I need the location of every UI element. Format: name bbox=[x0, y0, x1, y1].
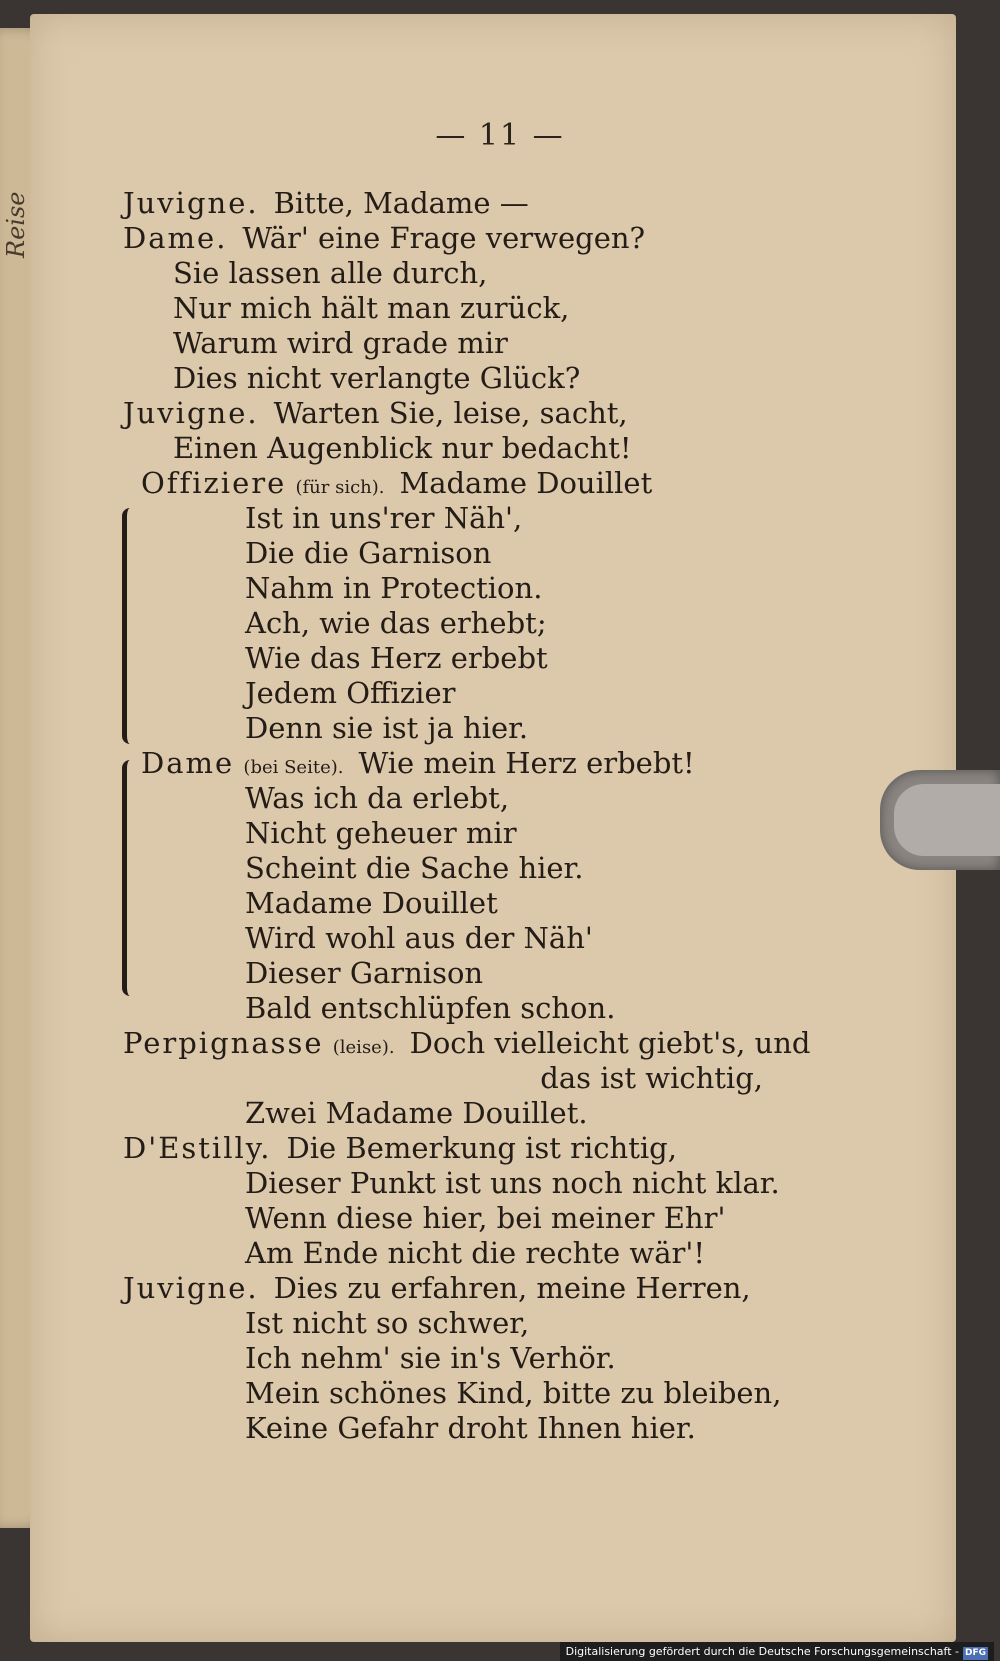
dialogue-line bbox=[123, 851, 823, 886]
line-text: Wie das Herz erbebt bbox=[245, 641, 548, 675]
digitization-footer bbox=[560, 1642, 994, 1661]
line-text: das ist wichtig, bbox=[540, 1061, 763, 1095]
dialogue-line bbox=[123, 361, 823, 396]
speaker: Juvigne. bbox=[123, 186, 259, 220]
page-number: — 11 — bbox=[435, 118, 565, 153]
line-text: Die Bemerkung ist richtig, bbox=[286, 1131, 677, 1165]
line-text: Madame Douillet bbox=[399, 466, 653, 500]
dialogue-line bbox=[123, 466, 823, 501]
line-text: Denn sie ist ja hier. bbox=[245, 711, 529, 745]
footer-text: Digitalisierung gefördert durch die Deutsche Forschungsgemeinschaft - bbox=[565, 1645, 959, 1658]
line-text: Die die Garnison bbox=[245, 536, 492, 570]
dialogue-line bbox=[123, 781, 823, 816]
line-text: Scheint die Sache hier. bbox=[245, 851, 584, 885]
dialogue-line bbox=[123, 1306, 823, 1341]
line-text: Sie lassen alle durch, bbox=[173, 256, 488, 290]
line-text: Bitte, Madame — bbox=[273, 186, 529, 220]
line-text: Dieser Garnison bbox=[245, 956, 484, 990]
speaker: Juvigne. bbox=[123, 1271, 259, 1305]
dialogue-line bbox=[123, 606, 823, 641]
dialogue-line bbox=[123, 1131, 823, 1166]
margin-fragment: Reise bbox=[2, 191, 30, 258]
book-clip bbox=[880, 770, 1000, 870]
dialogue-line bbox=[123, 956, 823, 991]
dialogue-line bbox=[123, 326, 823, 361]
dialogue-line bbox=[123, 711, 823, 746]
line-text: Ach, wie das erhebt; bbox=[245, 606, 547, 640]
dialogue-line bbox=[123, 1411, 823, 1446]
dialogue-line bbox=[123, 1376, 823, 1411]
dialogue-line bbox=[123, 886, 823, 921]
line-text: Doch vielleicht giebt's, und bbox=[409, 1026, 811, 1060]
line-text: Ich nehm' sie in's Verhör. bbox=[245, 1341, 616, 1375]
line-text: Nahm in Protection. bbox=[245, 571, 543, 605]
dialogue-line bbox=[123, 1271, 823, 1306]
dialogue-line bbox=[123, 921, 823, 956]
dfg-logo: DFG bbox=[964, 1648, 986, 1658]
speaker: D'Estilly. bbox=[123, 1131, 272, 1165]
line-text: Dieser Punkt ist uns noch nicht klar. bbox=[245, 1166, 780, 1200]
speaker: Dame. bbox=[123, 221, 228, 255]
line-text: Bald entschlüpfen schon. bbox=[245, 991, 616, 1025]
dialogue-line bbox=[123, 571, 823, 606]
book-clip-inner bbox=[894, 784, 1000, 856]
line-text: Warten Sie, leise, sacht, bbox=[273, 396, 628, 430]
dialogue-line bbox=[123, 221, 823, 256]
line-text: Keine Gefahr droht Ihnen hier. bbox=[245, 1411, 696, 1445]
line-text: Dies zu erfahren, meine Herren, bbox=[273, 1271, 751, 1305]
speaker: Dame bbox=[141, 746, 235, 780]
speaker: Perpignasse bbox=[123, 1026, 324, 1060]
dialogue-line bbox=[123, 676, 823, 711]
line-text: Einen Augenblick nur bedacht! bbox=[173, 431, 632, 465]
stage-direction: (für sich). bbox=[295, 477, 385, 498]
dialogue-line bbox=[123, 501, 823, 536]
dialogue-line bbox=[123, 1341, 823, 1376]
stage-direction: (leise). bbox=[332, 1037, 395, 1058]
line-text: Was ich da erlebt, bbox=[245, 781, 510, 815]
dialogue-line bbox=[123, 256, 823, 291]
dialogue-line bbox=[123, 396, 823, 431]
line-text: Nur mich hält man zurück, bbox=[173, 291, 570, 325]
speaker: Offiziere bbox=[141, 466, 287, 500]
line-text: Zwei Madame Douillet. bbox=[245, 1096, 588, 1130]
line-text: Am Ende nicht die rechte wär'! bbox=[245, 1236, 705, 1270]
dialogue-line bbox=[123, 991, 823, 1026]
dialogue-line bbox=[123, 1061, 763, 1096]
dialogue-line bbox=[123, 291, 823, 326]
line-text: Wenn diese hier, bei meiner Ehr' bbox=[245, 1201, 726, 1235]
dialogue-line bbox=[123, 431, 823, 466]
dialogue-line bbox=[123, 1236, 823, 1271]
line-text: Jedem Offizier bbox=[245, 676, 456, 710]
stage-direction: (bei Seite). bbox=[243, 757, 344, 778]
play-text bbox=[123, 186, 823, 1446]
line-text: Dies nicht verlangte Glück? bbox=[173, 361, 581, 395]
dialogue-line bbox=[123, 816, 823, 851]
dialogue-line bbox=[123, 1026, 823, 1061]
line-text: Warum wird grade mir bbox=[173, 326, 508, 360]
dialogue-line bbox=[123, 641, 823, 676]
dialogue-line bbox=[123, 1166, 823, 1201]
dialogue-line bbox=[123, 186, 823, 221]
line-text: Mein schönes Kind, bitte zu bleiben, bbox=[245, 1376, 782, 1410]
line-text: Wird wohl aus der Näh' bbox=[245, 921, 593, 955]
dialogue-line bbox=[123, 536, 823, 571]
speaker: Juvigne. bbox=[123, 396, 259, 430]
dialogue-line bbox=[123, 1201, 823, 1236]
dialogue-line bbox=[123, 746, 823, 781]
line-text: Wär' eine Frage verwegen? bbox=[242, 221, 646, 255]
line-text: Ist nicht so schwer, bbox=[245, 1306, 530, 1340]
line-text: Ist in uns'rer Näh', bbox=[245, 501, 523, 535]
line-text: Nicht geheuer mir bbox=[245, 816, 517, 850]
line-text: Wie mein Herz erbebt! bbox=[358, 746, 695, 780]
dialogue-line bbox=[123, 1096, 823, 1131]
line-text: Madame Douillet bbox=[245, 886, 498, 920]
